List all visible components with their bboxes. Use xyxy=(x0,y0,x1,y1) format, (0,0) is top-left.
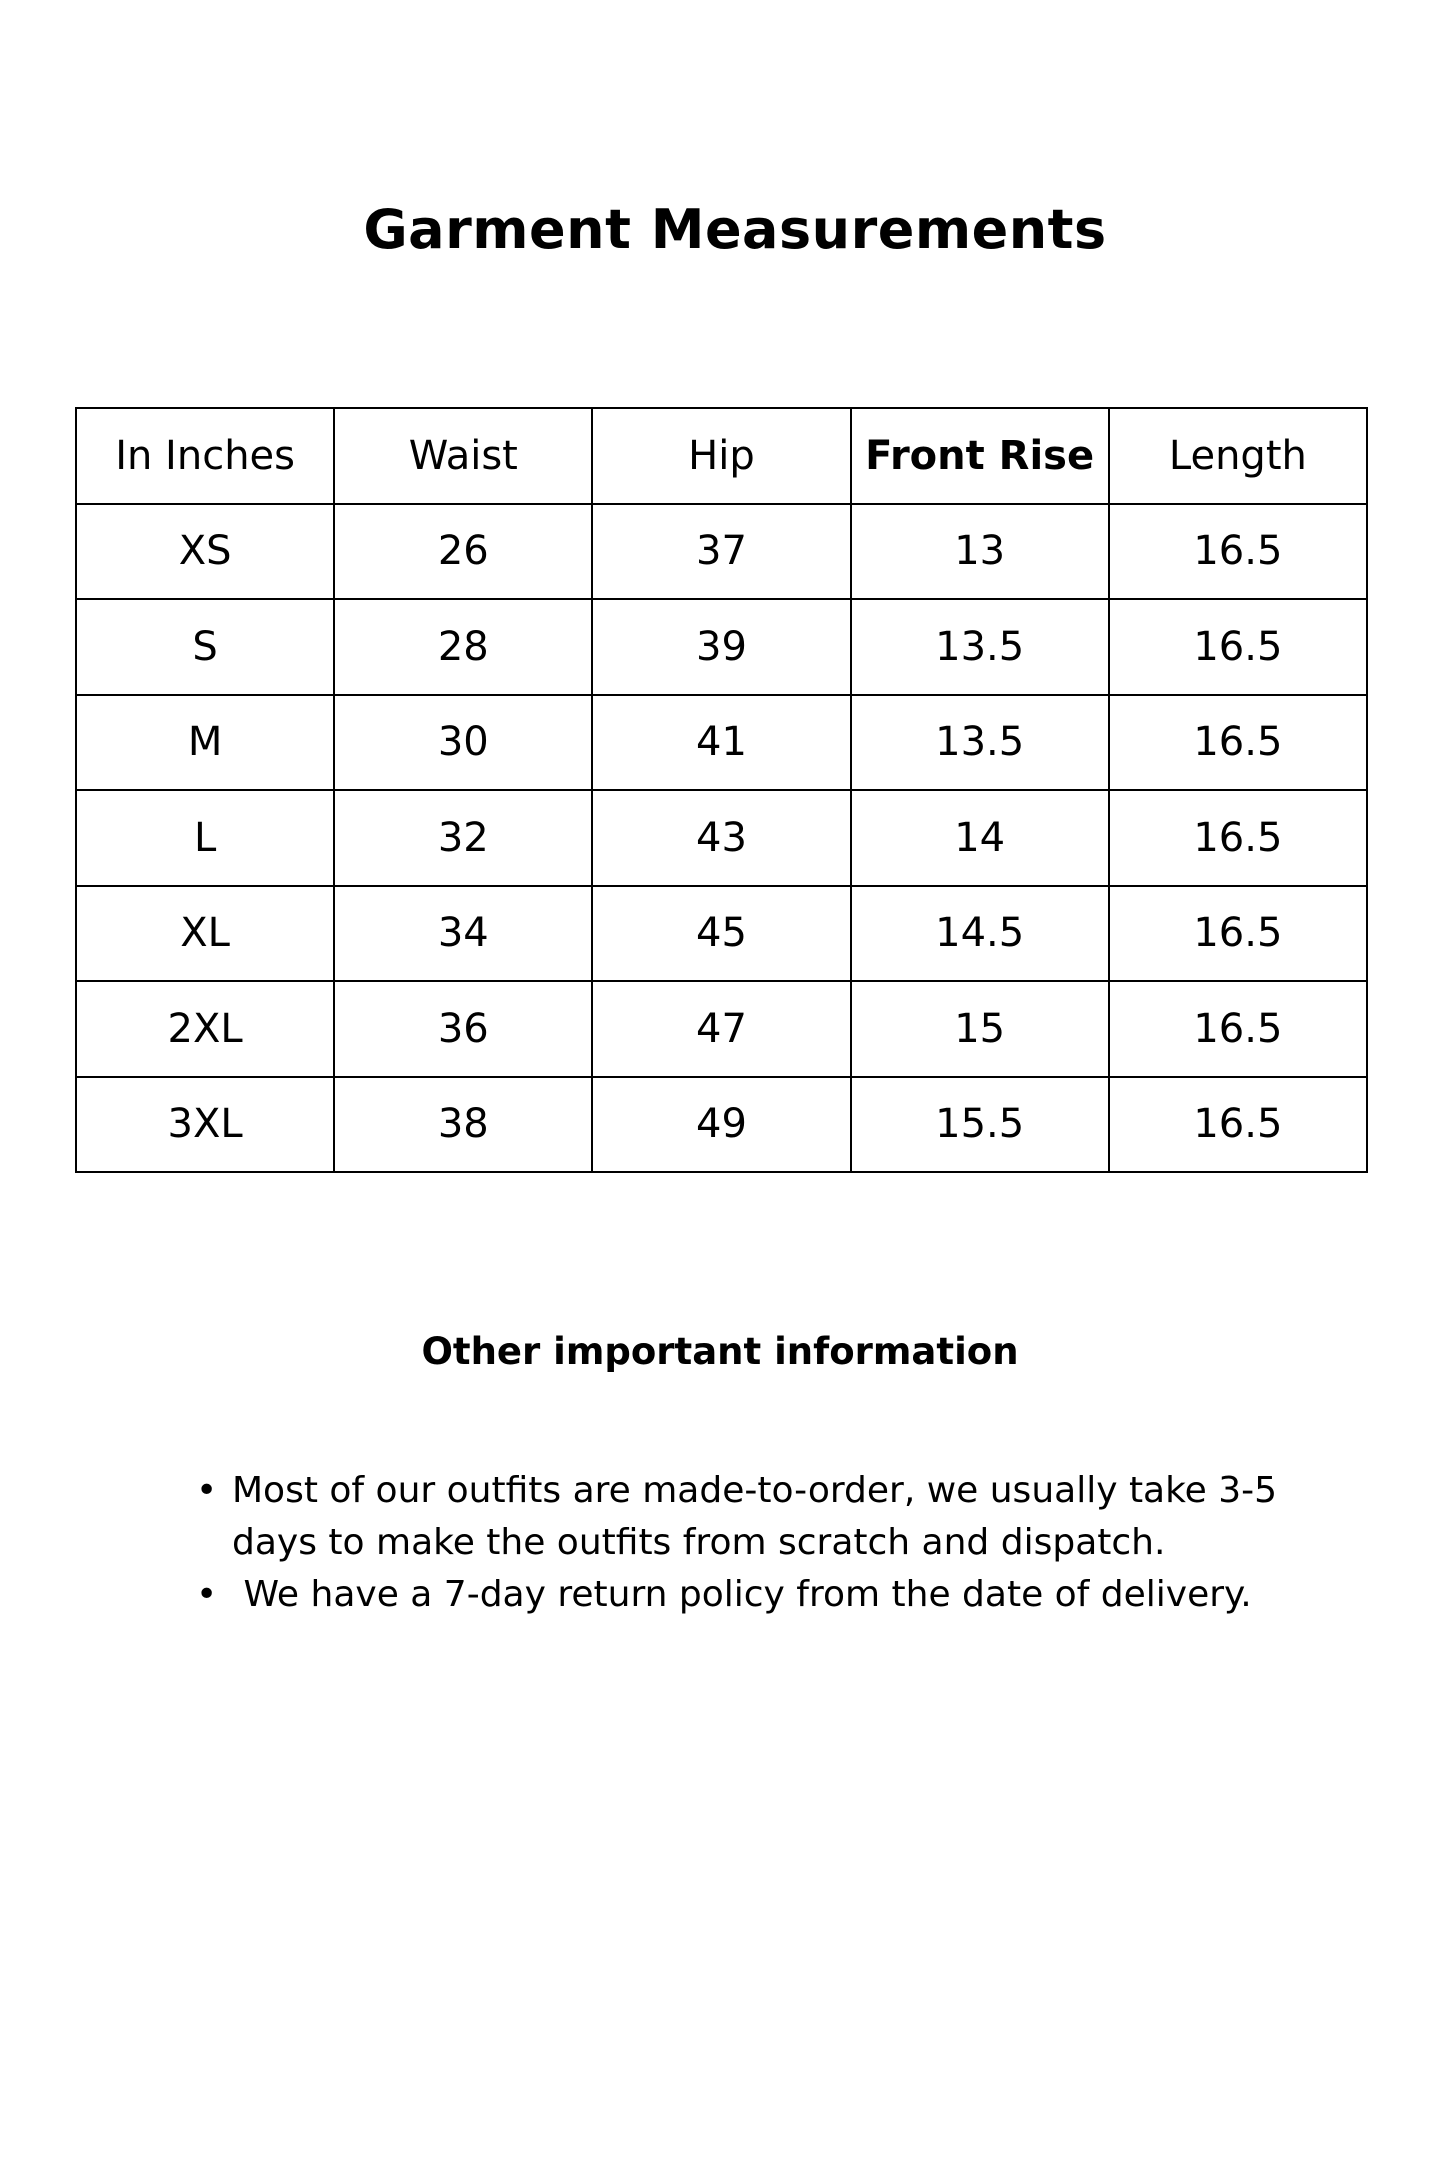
measurement-table xyxy=(75,407,1368,1173)
front-rise-cell: 13 xyxy=(851,504,1109,600)
list-item xyxy=(196,1569,1352,1621)
waist-cell: 32 xyxy=(334,790,592,886)
waist-cell: 30 xyxy=(334,695,592,791)
measurement-table-container xyxy=(75,407,1368,1173)
page-title: Garment Measurements xyxy=(363,198,1107,261)
waist-cell: 28 xyxy=(334,599,592,695)
front-rise-cell: 14 xyxy=(851,790,1109,886)
bullet-icon: • xyxy=(196,1574,218,1615)
front-rise-cell: 15.5 xyxy=(851,1077,1109,1173)
size-cell: M xyxy=(76,695,334,791)
table-row xyxy=(76,981,1367,1077)
size-cell: S xyxy=(76,599,334,695)
length-cell: 16.5 xyxy=(1109,981,1367,1077)
size-cell: XL xyxy=(76,886,334,982)
waist-cell: 34 xyxy=(334,886,592,982)
length-cell: 16.5 xyxy=(1109,599,1367,695)
length-cell: 16.5 xyxy=(1109,695,1367,791)
table-row xyxy=(76,504,1367,600)
size-cell: 3XL xyxy=(76,1077,334,1173)
size-cell: XS xyxy=(76,504,334,600)
bullet-icon: • xyxy=(196,1470,218,1511)
column-header-length: Length xyxy=(1109,408,1367,504)
column-header-front-rise: Front Rise xyxy=(851,408,1109,504)
list-item xyxy=(196,1465,1352,1569)
list-item-text: Most of our outfits are made-to-order, we usually take 3-5 days to make the outfits from scratch and dispatch. xyxy=(232,1470,1278,1563)
table-row xyxy=(76,599,1367,695)
length-cell: 16.5 xyxy=(1109,886,1367,982)
table-row xyxy=(76,1077,1367,1173)
waist-cell: 38 xyxy=(334,1077,592,1173)
column-header-hip: Hip xyxy=(592,408,850,504)
hip-cell: 37 xyxy=(592,504,850,600)
hip-cell: 41 xyxy=(592,695,850,791)
front-rise-cell: 14.5 xyxy=(851,886,1109,982)
front-rise-cell: 15 xyxy=(851,981,1109,1077)
table-row xyxy=(76,790,1367,886)
list-item-text: We have a 7-day return policy from the date of delivery. xyxy=(232,1574,1252,1615)
column-header-waist: Waist xyxy=(334,408,592,504)
hip-cell: 49 xyxy=(592,1077,850,1173)
table-row xyxy=(76,695,1367,791)
hip-cell: 43 xyxy=(592,790,850,886)
length-cell: 16.5 xyxy=(1109,790,1367,886)
front-rise-cell: 13.5 xyxy=(851,599,1109,695)
length-cell: 16.5 xyxy=(1109,504,1367,600)
waist-cell: 26 xyxy=(334,504,592,600)
size-cell: 2XL xyxy=(76,981,334,1077)
table-row xyxy=(76,886,1367,982)
length-cell: 16.5 xyxy=(1109,1077,1367,1173)
hip-cell: 39 xyxy=(592,599,850,695)
info-list xyxy=(196,1465,1352,1621)
size-cell: L xyxy=(76,790,334,886)
front-rise-cell: 13.5 xyxy=(851,695,1109,791)
column-header-unit: In Inches xyxy=(76,408,334,504)
waist-cell: 36 xyxy=(334,981,592,1077)
hip-cell: 47 xyxy=(592,981,850,1077)
table-header-row xyxy=(76,408,1367,504)
hip-cell: 45 xyxy=(592,886,850,982)
info-heading: Other important information xyxy=(421,1330,1019,1373)
